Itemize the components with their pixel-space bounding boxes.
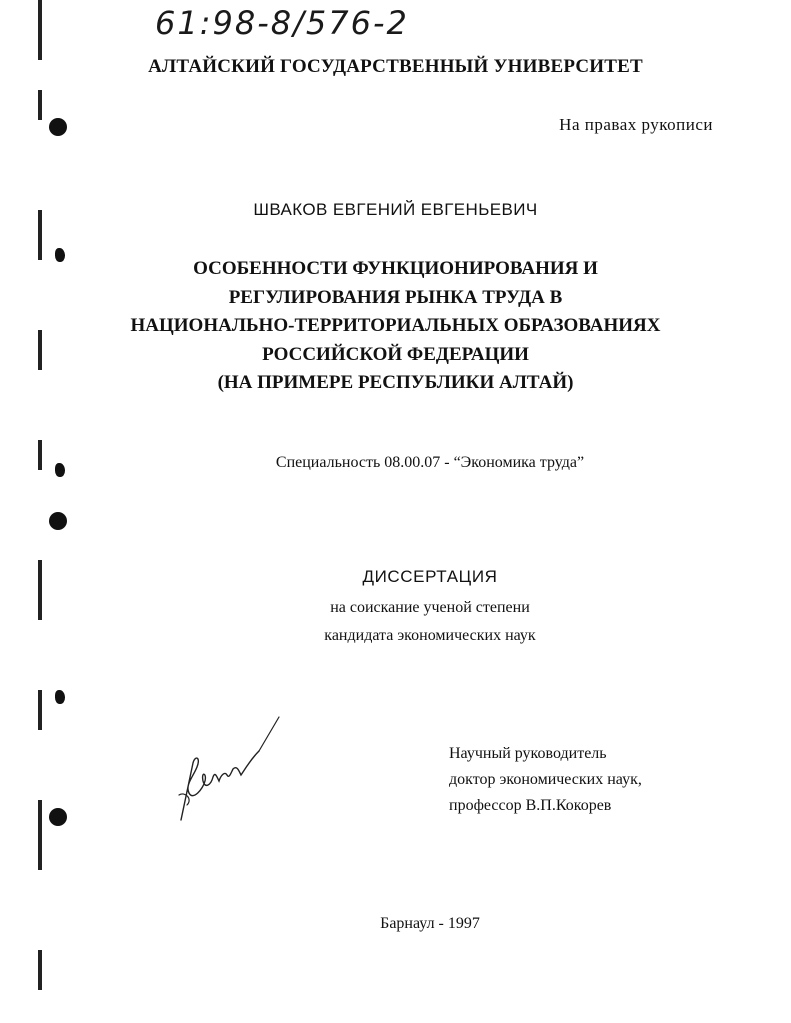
title-line: ОСОБЕННОСТИ ФУНКЦИОНИРОВАНИЯ И — [193, 258, 598, 279]
place-year: Барнаул - 1997 — [380, 915, 480, 932]
manuscript-rights: На правах рукописи — [559, 115, 713, 134]
degree-sought-line1: на соискание ученой степени — [330, 599, 530, 616]
university-name: АЛТАЙСКИЙ ГОСУДАРСТВЕННЫЙ УНИВЕРСИТЕТ — [148, 56, 643, 77]
degree-sought-line2: кандидата экономических наук — [324, 627, 536, 644]
punch-hole — [49, 118, 67, 136]
title-line: (НА ПРИМЕРЕ РЕСПУБЛИКИ АЛТАЙ) — [217, 372, 574, 393]
punch-mark — [55, 690, 65, 704]
archive-code: 61:98-8/576-2 — [155, 4, 409, 42]
punch-hole — [49, 808, 67, 826]
title-line: НАЦИОНАЛЬНО-ТЕРРИТОРИАЛЬНЫХ ОБРАЗОВАНИЯХ — [130, 315, 661, 336]
scan-edge — [38, 0, 42, 1023]
punch-hole — [49, 512, 67, 530]
title-line: РЕГУЛИРОВАНИЯ РЫНКА ТРУДА В — [228, 286, 563, 308]
supervisor-name: профессор В.П.Кокорев — [449, 797, 612, 814]
speciality: Специальность 08.00.07 - “Экономика труда” — [275, 454, 585, 471]
author-name: ШВАКОВ ЕВГЕНИЙ ЕВГЕНЬЕВИЧ — [253, 200, 538, 219]
dissertation-title — [0, 255, 791, 398]
document-type: ДИССЕРТАЦИЯ — [362, 567, 498, 586]
supervisor-degree: доктор экономических наук, — [449, 771, 642, 788]
signature — [175, 715, 285, 830]
supervisor-block — [449, 741, 642, 819]
title-line: РОССИЙСКОЙ ФЕДЕРАЦИИ — [262, 343, 529, 365]
supervisor-role: Научный руководитель — [449, 745, 607, 762]
